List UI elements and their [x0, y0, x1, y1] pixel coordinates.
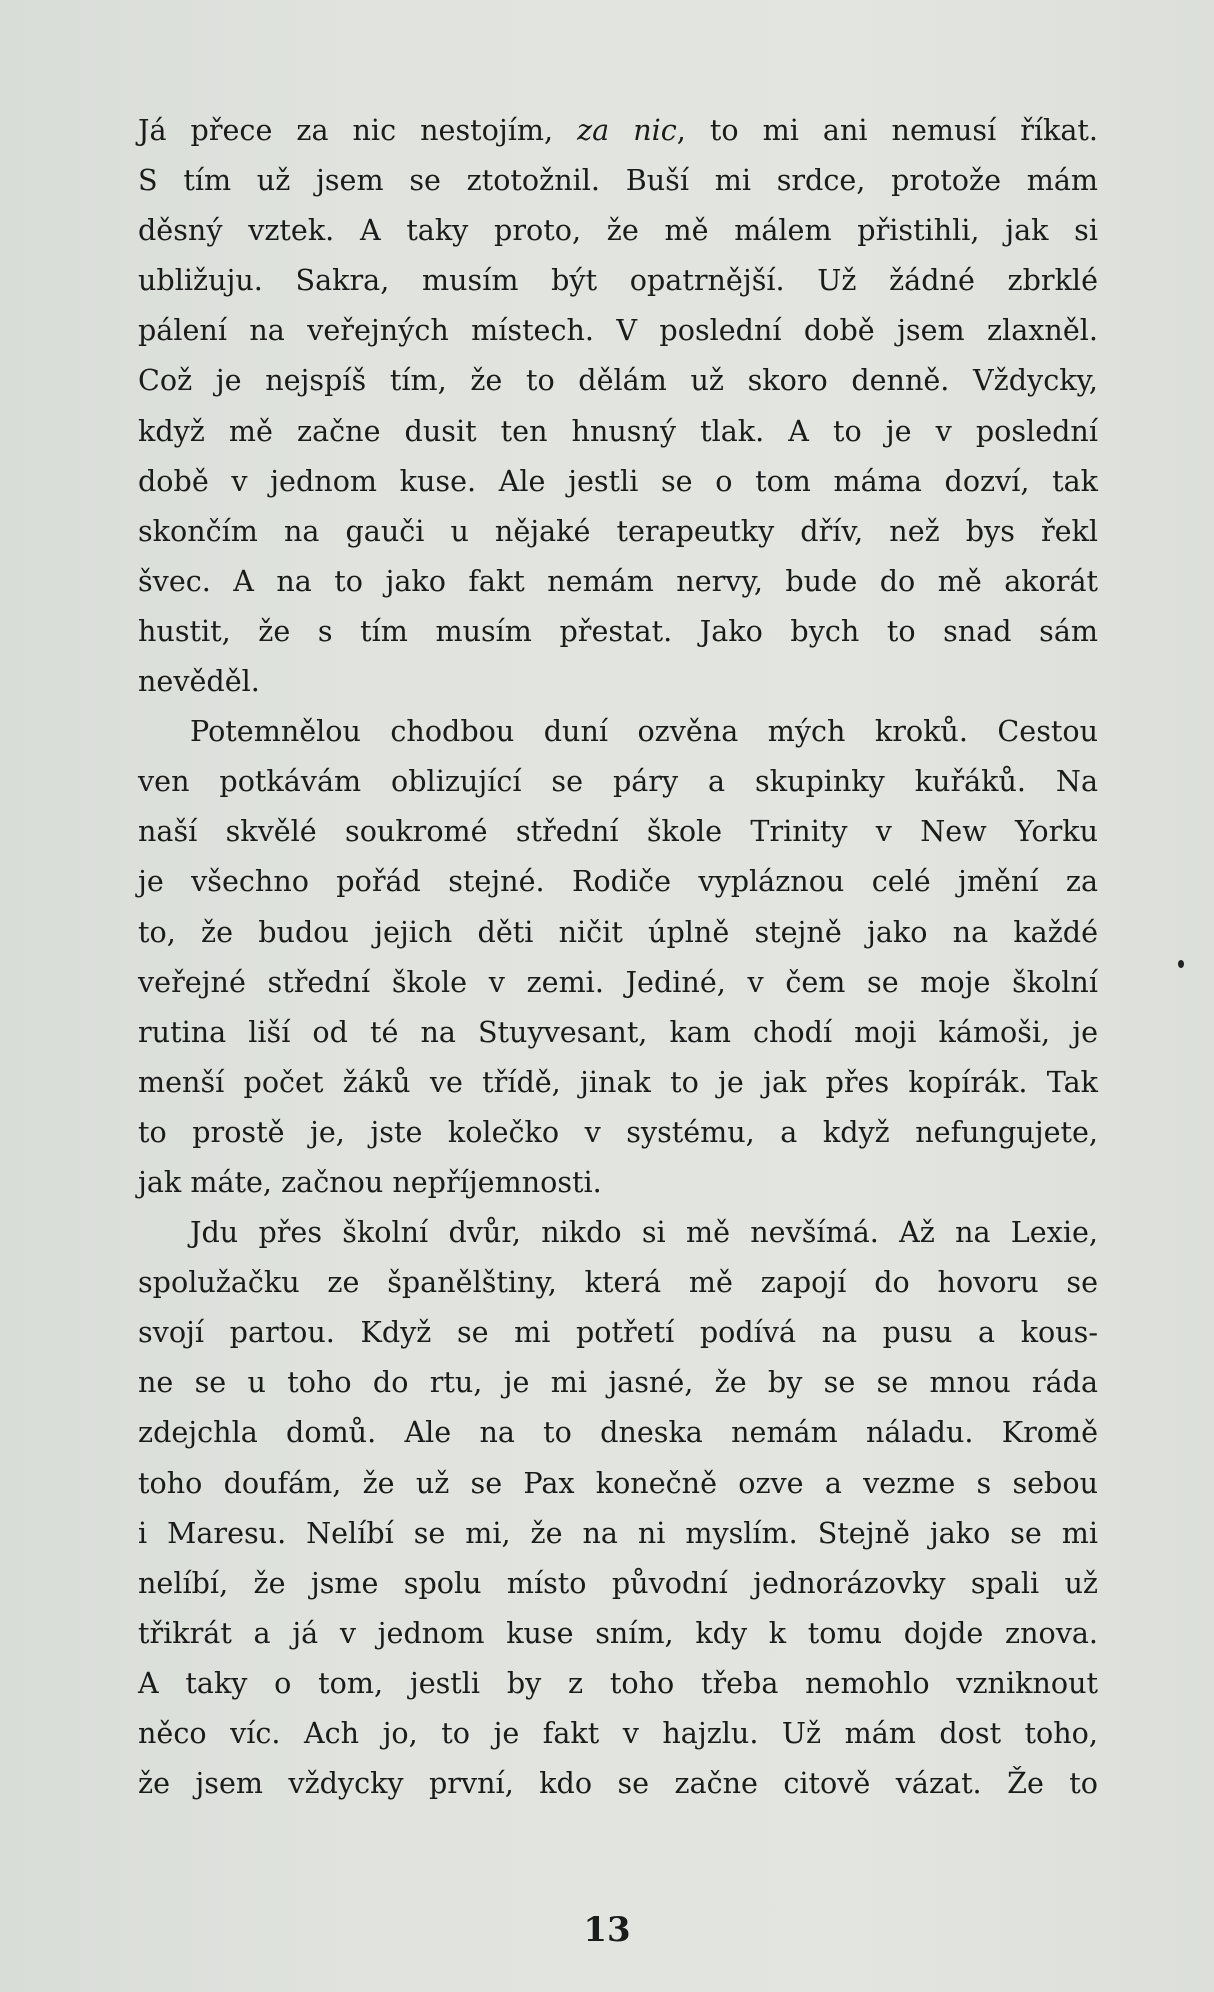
text-line: Já přece za nic nestojím, za nic, to mi ani nemusí říkat.: [138, 113, 1098, 147]
text-line: době v jednom kuse. Ale jestli se o tom máma dozví, tak: [138, 463, 1098, 498]
text-line: A taky o tom, jestli by z toho třeba nemohlo vzniknout: [138, 1665, 1098, 1700]
text-line: ven potkávám oblizující se páry a skupinky kuřáků. Na: [138, 764, 1098, 799]
italic-emphasis: za nic: [577, 113, 677, 147]
text-line: něco víc. Ach jo, to je fakt v hajzlu. Už mám dost toho,: [138, 1716, 1098, 1750]
text-line: nelíbí, že jsme spolu místo původní jednorázovky spali už: [138, 1565, 1098, 1600]
text-line: menší počet žáků ve třídě, jinak to je jak přes kopírák. Tak: [138, 1064, 1098, 1099]
text-line: je všechno pořád stejné. Rodiče vypláznou celé jmění za: [138, 864, 1098, 899]
text-line: švec. A na to jako fakt nemám nervy, bude do mě akorát: [138, 563, 1098, 598]
text-line: svojí partou. Když se mi potřetí podívá na pusu a kous-: [138, 1315, 1098, 1350]
text-line: když mě začne dusit ten hnusný tlak. A to je v poslední: [138, 413, 1098, 448]
text-line: děsný vztek. A taky proto, že mě málem přistihli, jak si: [138, 213, 1098, 248]
text-line: nevěděl.: [138, 664, 260, 699]
text-line: ne se u toho do rtu, je mi jasné, že by se se mnou ráda: [138, 1365, 1098, 1400]
ink-speck: [1178, 960, 1184, 968]
text-line: třikrát a já v jednom kuse sním, kdy k tomu dojde znova.: [138, 1615, 1098, 1650]
text-line: spolužačku ze španělštiny, která mě zapojí do hovoru se: [138, 1265, 1098, 1300]
body-text: [138, 105, 1098, 1808]
text-line: toho doufám, že už se Pax konečně ozve a vezme s sebou: [138, 1465, 1098, 1500]
paragraph-start-line: Potemnělou chodbou duní ozvěna mých kroků. Cestou: [190, 714, 1098, 749]
text-line: jak máte, začnou nepříjemnosti.: [138, 1164, 602, 1199]
page-number: 13: [583, 1910, 631, 1950]
text-line: rutina liší od té na Stuyvesant, kam chodí moji kámoši, je: [138, 1014, 1098, 1049]
text-line: S tím už jsem se ztotožnil. Buší mi srdce, protože mám: [138, 163, 1098, 198]
text-line: ubližuju. Sakra, musím být opatrnější. Už žádné zbrklé: [138, 263, 1098, 298]
text-line: pálení na veřejných místech. V poslední době jsem zlaxněl.: [138, 313, 1098, 348]
paragraph-start-line: Jdu přes školní dvůr, nikdo si mě nevšímá. Až na Lexie,: [190, 1215, 1098, 1250]
text-line: to prostě je, jste kolečko v systému, a když nefungujete,: [138, 1114, 1098, 1149]
text-line: i Maresu. Nelíbí se mi, že na ni myslím. Stejně jako se mi: [138, 1515, 1098, 1550]
text-line: veřejné střední škole v zemi. Jediné, v čem se moje školní: [138, 964, 1098, 999]
text-line: zdejchla domů. Ale na to dneska nemám náladu. Kromě: [138, 1415, 1098, 1450]
text-line: to, že budou jejich děti ničit úplně stejně jako na každé: [138, 914, 1098, 949]
text-line: naší skvělé soukromé střední škole Trinity v New Yorku: [138, 814, 1098, 849]
text-line: skončím na gauči u nějaké terapeutky dřív, než bys řekl: [138, 513, 1098, 548]
text-line: hustit, že s tím musím přestat. Jako bych to snad sám: [138, 613, 1098, 648]
text-line: Což je nejspíš tím, že to dělám už skoro denně. Vždycky,: [138, 363, 1098, 398]
text-line: že jsem vždycky první, kdo se začne citově vázat. Že to: [138, 1766, 1098, 1801]
